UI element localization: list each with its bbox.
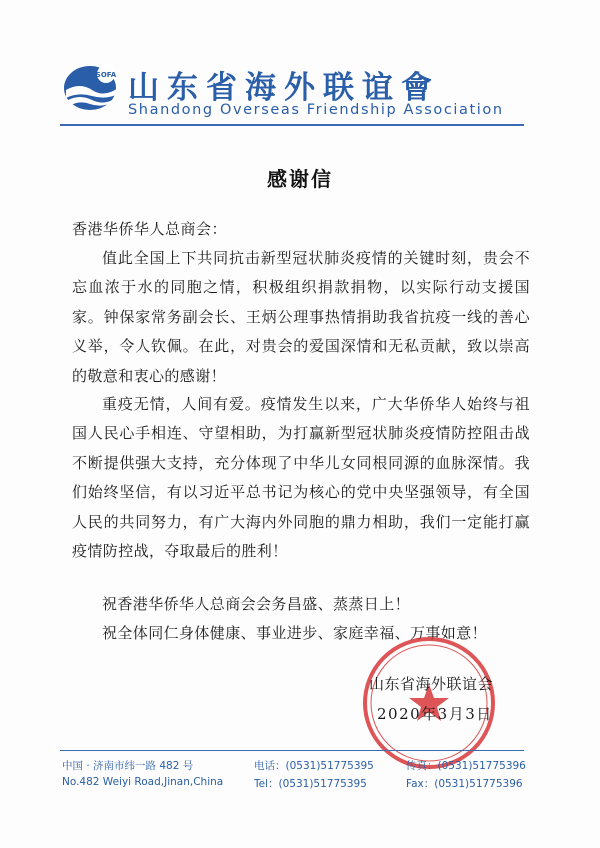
salutation: 香港华侨华人总商会： — [72, 220, 228, 238]
paragraph-3: 祝香港华侨华人总商会会务昌盛、蒸蒸日上！ — [102, 595, 411, 613]
footer-tel-en: Tel：(0531)51775395 — [254, 778, 367, 790]
footer-tel-cn: 电话：(0531)51775395 — [254, 760, 374, 772]
paragraph-4: 祝全体同仁身体健康、事业进步、家庭幸福、万事如意！ — [102, 624, 488, 642]
org-name-cn: 山东省海外联谊會 — [128, 70, 440, 106]
footer-address-en: No.482 Weiyi Road,Jinan,China — [62, 776, 224, 788]
org-name-en: Shandong Overseas Friendship Association — [128, 102, 504, 118]
paragraph-2: 重疫无情，人间有爱。疫情发生以来，广大华侨华人始终与祖国人民心手相连、守望相助，为打赢新型冠状肺炎疫情防控阻击战不断提供强大支持，充分体现了中华儿女同根同源的血脉深情。我们始终坚信，有以习近平总书记为核心的党中央坚强领导，有全国人民的共同努力，有广大海内外同胞的鼎力相助，我们一定能打赢疫情防控战，夺取最后的胜利！ — [72, 395, 530, 561]
footer-fax-cn: 传真：(0531)51775396 — [406, 760, 526, 772]
signature-organization: 山东省海外联谊会 — [369, 675, 494, 693]
header-divider — [60, 124, 524, 126]
paragraph-1: 值此全国上下共同抗击新型冠状肺炎疫情的关键时刻，贵会不忘血浓于水的同胞之情，积极组织捐款捐物，以实际行动支援国家。钟保家常务副会长、王炳公理事热情捐助我省抗疫一线的善心义举，令人钦佩。在此，对贵会的爱国深情和无私贡献，致以崇高的敬意和衷心的感谢！ — [72, 249, 530, 385]
footer-divider — [60, 750, 524, 751]
sofa-logo-icon — [62, 60, 122, 112]
logo-text: SOFA — [95, 71, 117, 79]
signature-date: 2020年3月3日 — [377, 705, 493, 723]
footer-fax-en: Fax：(0531)51775396 — [406, 778, 523, 790]
footer-address-cn: 中国 · 济南市纬一路 482 号 — [62, 760, 194, 772]
letter-title: 感谢信 — [267, 167, 333, 191]
